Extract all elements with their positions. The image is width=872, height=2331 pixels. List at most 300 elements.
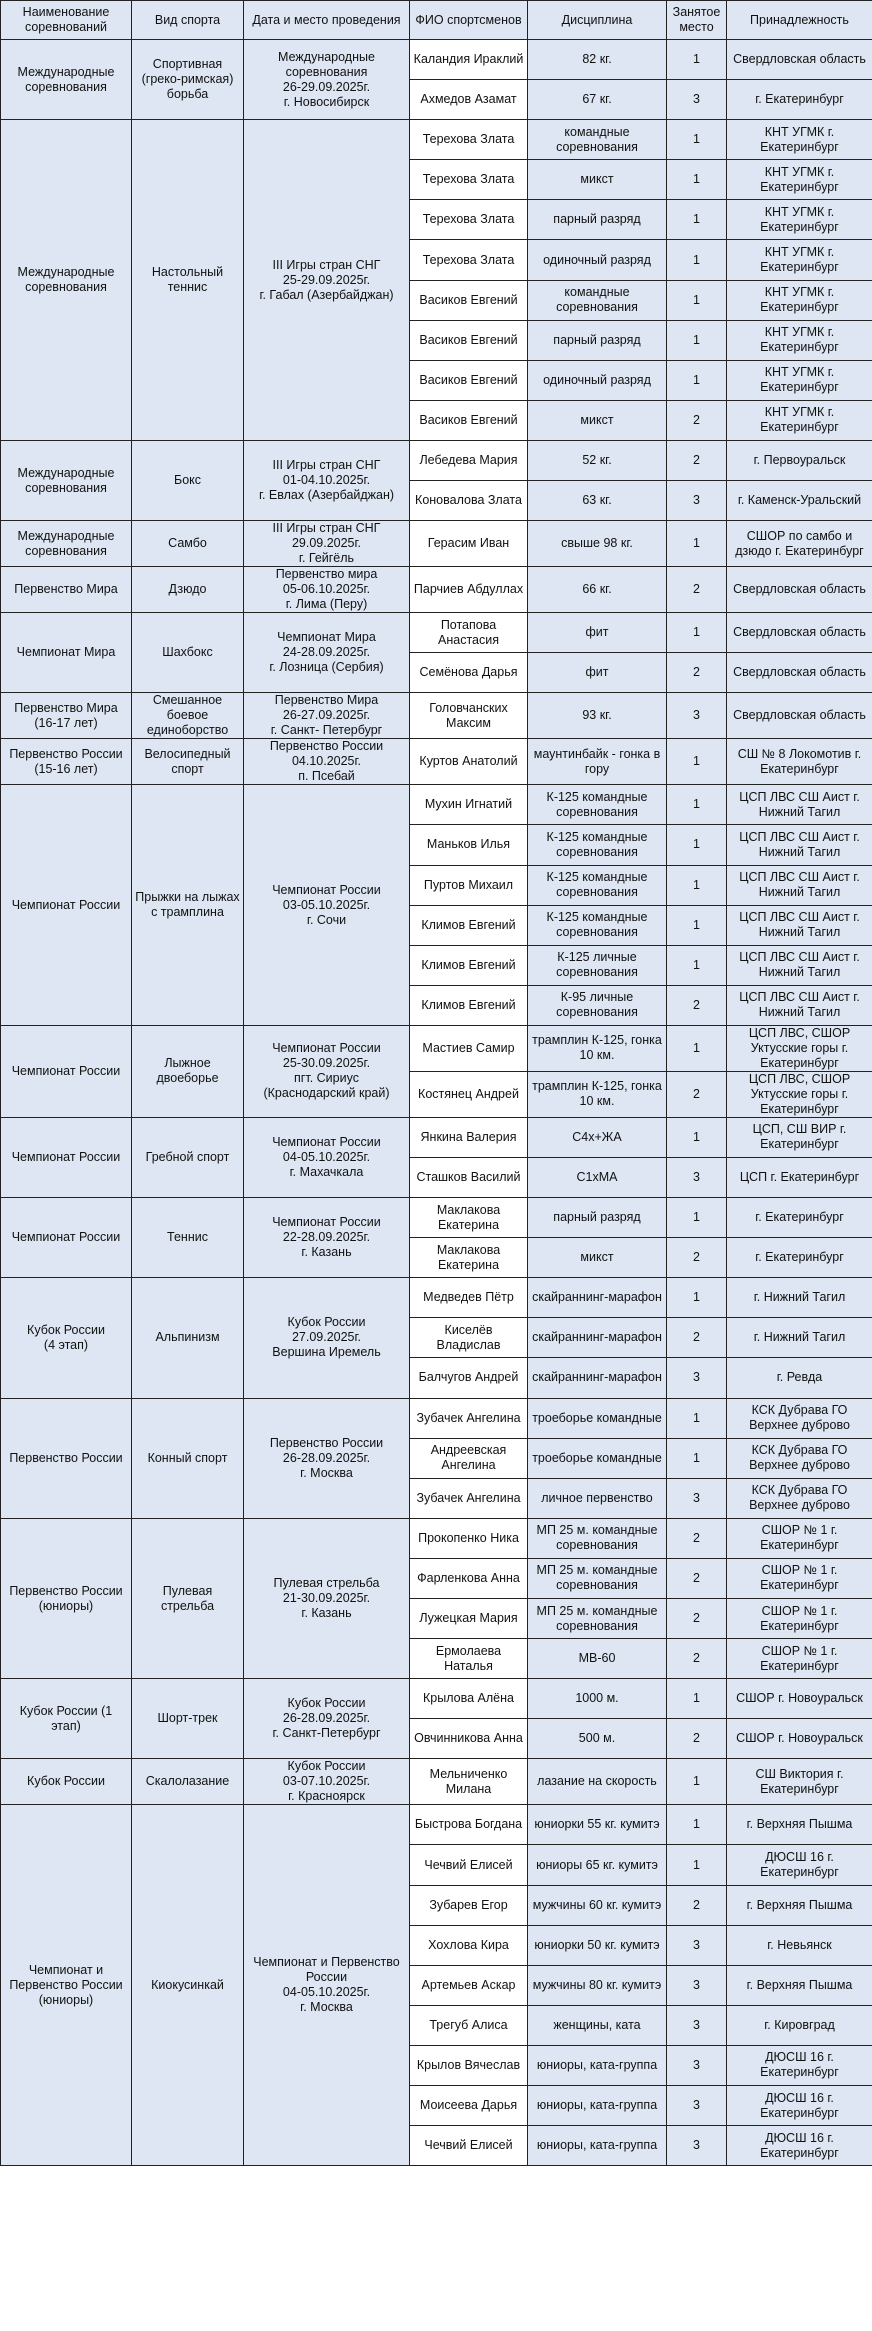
discipline-cell (528, 521, 667, 567)
sport-cell (132, 1518, 244, 1678)
athlete-cell (410, 2126, 528, 2166)
discipline-cell (528, 2086, 667, 2126)
sport-cell-text: Гребной спорт (145, 1149, 230, 1164)
affiliation-cell (727, 1558, 872, 1598)
affiliation-cell (727, 905, 872, 945)
table-row (1, 120, 872, 160)
athlete-cell-text: Трегуб Алиса (429, 2017, 508, 2032)
discipline-cell (528, 613, 667, 653)
discipline-cell (528, 2005, 667, 2045)
affiliation-cell-text: СШОР г. Новоуральск (736, 1691, 863, 1706)
sport-cell (132, 521, 244, 567)
affiliation-cell-text: СШОР № 1 г. Екатеринбург (760, 1563, 839, 1593)
place-cell-text: 2 (693, 665, 700, 680)
affiliation-cell-text: г. Первоуральск (753, 452, 846, 467)
athlete-cell-text: Каландия Ираклий (413, 52, 524, 67)
athlete-cell-text: Васиков Евгений (419, 412, 518, 427)
discipline-cell-text: 66 кг. (582, 582, 612, 597)
affiliation-cell (727, 1719, 872, 1759)
place-cell (667, 1679, 727, 1719)
place-cell (667, 2126, 727, 2166)
sport-cell-text: Смешанное боевое единоборство (146, 693, 229, 738)
event-cell-text: Первенство России (юниоры) (9, 1583, 123, 1613)
athlete-cell-text: Киселёв Владислав (436, 1322, 501, 1352)
athlete-cell-text: Мельниченко Милана (429, 1766, 508, 1796)
affiliation-cell-text: ДЮСШ 16 г. Екатеринбург (760, 2090, 839, 2120)
details-cell-text: Первенство России 04.10.2025г. п. Псебай (269, 739, 384, 784)
discipline-cell (528, 1238, 667, 1278)
sport-cell-text: Киокусинкай (151, 1977, 224, 1992)
discipline-cell (528, 1639, 667, 1679)
place-cell (667, 2086, 727, 2126)
place-cell-text: 2 (693, 1897, 700, 1912)
athlete-cell (410, 985, 528, 1025)
affiliation-cell (727, 1157, 872, 1197)
place-cell (667, 945, 727, 985)
sport-cell-text: Пулевая стрельба (160, 1583, 215, 1613)
affiliation-cell-text: г. Екатеринбург (755, 92, 844, 107)
athlete-cell (410, 2045, 528, 2085)
discipline-cell-text: юниоры, ката-группа (536, 2138, 658, 2153)
affiliation-cell-text: ЦСП ЛВС, СШОР Уктусские горы г. Екатеринбург (748, 1025, 851, 1070)
discipline-cell (528, 440, 667, 480)
sport-cell (132, 40, 244, 120)
athlete-cell-text: Быстрова Богдана (414, 1817, 523, 1832)
place-cell (667, 1238, 727, 1278)
athlete-cell-text: Васиков Евгений (419, 372, 518, 387)
event-cell-text: Первенство Мира (16-17 лет) (14, 700, 118, 730)
place-cell (667, 985, 727, 1025)
athlete-cell-text: Артемьев Аскар (421, 1977, 516, 1992)
athlete-cell-text: Климов Евгений (421, 957, 516, 972)
athlete-cell-text: Зубачек Ангелина (416, 1410, 521, 1425)
affiliation-cell-text: г. Екатеринбург (755, 1210, 844, 1225)
sport-cell (132, 785, 244, 1026)
discipline-cell (528, 160, 667, 200)
affiliation-cell (727, 1599, 872, 1639)
discipline-cell (528, 1845, 667, 1885)
discipline-cell-text: юниоры, ката-группа (536, 2057, 658, 2072)
place-cell (667, 200, 727, 240)
details-cell-text: Чемпионат России 04-05.10.2025г. г. Махачкала (272, 1134, 381, 1179)
affiliation-cell (727, 2005, 872, 2045)
place-cell (667, 40, 727, 80)
affiliation-cell (727, 481, 872, 521)
discipline-cell-text: женщины, ката (553, 2017, 641, 2032)
athlete-cell-text: Головчанских Максим (429, 700, 508, 730)
discipline-cell (528, 1478, 667, 1518)
results-body (1, 40, 872, 2166)
place-cell-text: 2 (693, 582, 700, 597)
place-cell (667, 440, 727, 480)
place-cell (667, 1278, 727, 1318)
place-cell (667, 1759, 727, 1805)
affiliation-cell (727, 985, 872, 1025)
table-row (1, 1278, 872, 1318)
athlete-cell (410, 2086, 528, 2126)
athlete-cell (410, 1157, 528, 1197)
table-row (1, 613, 872, 653)
event-cell (1, 1117, 132, 1197)
place-cell (667, 1518, 727, 1558)
discipline-cell (528, 80, 667, 120)
details-cell (244, 1518, 410, 1678)
place-cell (667, 693, 727, 739)
affiliation-cell-text: Свердловская область (733, 625, 866, 640)
affiliation-cell-text: ЦСП ЛВС СШ Аист г. Нижний Тагил (739, 990, 860, 1020)
athlete-cell (410, 905, 528, 945)
discipline-cell (528, 985, 667, 1025)
affiliation-cell-text: СШОР № 1 г. Екатеринбург (760, 1603, 839, 1633)
athlete-cell-text: Пуртов Михаил (423, 877, 514, 892)
affiliation-cell-text: КНТ УГМК г. Екатеринбург (760, 245, 839, 275)
athlete-cell (410, 865, 528, 905)
athlete-cell (410, 1805, 528, 1845)
event-cell-text: Первенство России (9, 1450, 123, 1465)
place-cell-text: 1 (693, 172, 700, 187)
athlete-cell-text: Климов Евгений (421, 917, 516, 932)
place-cell (667, 280, 727, 320)
discipline-cell-text: фит (585, 665, 609, 680)
discipline-cell (528, 1071, 667, 1117)
sport-cell (132, 1398, 244, 1518)
event-cell (1, 1398, 132, 1518)
table-row (1, 785, 872, 825)
place-cell (667, 865, 727, 905)
discipline-cell-text: юниорки 50 кг. кумитэ (534, 1937, 660, 1952)
athlete-cell-text: Прокопенко Ника (418, 1530, 519, 1545)
athlete-cell-text: Чечвий Елисей (424, 2138, 513, 2153)
place-cell (667, 80, 727, 120)
affiliation-cell-text: г. Нижний Тагил (753, 1330, 846, 1345)
details-cell (244, 1759, 410, 1805)
athlete-cell (410, 360, 528, 400)
athlete-cell-text: Куртов Анатолий (419, 754, 518, 769)
affiliation-cell-text: СШОР по самбо и дзюдо г. Екатеринбург (735, 528, 864, 558)
place-cell-text: 1 (693, 917, 700, 932)
athlete-cell-text: Васиков Евгений (419, 292, 518, 307)
sport-cell (132, 120, 244, 441)
affiliation-cell (727, 785, 872, 825)
affiliation-cell (727, 1639, 872, 1679)
place-cell-text: 1 (693, 1290, 700, 1305)
discipline-cell (528, 1885, 667, 1925)
place-cell-text: 1 (693, 1210, 700, 1225)
place-cell (667, 1117, 727, 1157)
affiliation-cell (727, 865, 872, 905)
table-row (1, 1117, 872, 1157)
affiliation-cell-text: КНТ УГМК г. Екатеринбург (760, 285, 839, 315)
athlete-cell (410, 1238, 528, 1278)
place-cell-text: 1 (693, 957, 700, 972)
details-cell-text: III Игры стран СНГ 25-29.09.2025г. г. Габал (Азербайджан) (259, 257, 394, 302)
event-cell (1, 120, 132, 441)
sport-cell (132, 1805, 244, 2166)
discipline-cell-text: одиночный разряд (543, 372, 651, 387)
affiliation-cell (727, 567, 872, 613)
place-cell-text: 2 (693, 412, 700, 427)
affiliation-cell (727, 1679, 872, 1719)
place-cell-text: 3 (693, 92, 700, 107)
place-cell-text: 2 (693, 1330, 700, 1345)
affiliation-cell-text: ЦСП ЛВС СШ Аист г. Нижний Тагил (739, 870, 860, 900)
event-cell-text: Кубок России (1 этап) (19, 1703, 113, 1733)
place-cell (667, 1478, 727, 1518)
place-cell (667, 160, 727, 200)
place-cell-text: 1 (693, 1774, 700, 1789)
athlete-cell-text: Парчиев Абдуллах (413, 582, 524, 597)
sport-cell (132, 693, 244, 739)
discipline-cell (528, 1438, 667, 1478)
place-cell-text: 2 (693, 1570, 700, 1585)
athlete-cell (410, 785, 528, 825)
discipline-cell-text: маунтинбайк - гонка в гору (533, 746, 661, 776)
event-cell (1, 521, 132, 567)
affiliation-cell-text: г. Невьянск (767, 1937, 832, 1952)
event-cell (1, 1198, 132, 1278)
place-cell (667, 613, 727, 653)
discipline-cell-text: юниоры 65 кг. кумитэ (536, 1857, 658, 1872)
place-cell (667, 567, 727, 613)
athlete-cell-text: Коновалова Злата (415, 493, 522, 508)
affiliation-cell (727, 320, 872, 360)
athlete-cell-text: Хохлова Кира (428, 1937, 509, 1952)
place-cell (667, 1438, 727, 1478)
discipline-cell-text: фит (585, 625, 609, 640)
details-cell-text: Кубок России 26-28.09.2025г. г. Санкт-Петербург (272, 1696, 381, 1741)
affiliation-cell (727, 400, 872, 440)
place-cell-text: 1 (693, 1857, 700, 1872)
athlete-cell (410, 440, 528, 480)
discipline-cell-text: микст (580, 1250, 614, 1265)
event-cell (1, 739, 132, 785)
table-row (1, 739, 872, 785)
athlete-cell (410, 120, 528, 160)
discipline-cell-text: С1хМА (576, 1170, 618, 1185)
event-cell (1, 440, 132, 520)
details-cell (244, 1278, 410, 1398)
athlete-cell-text: Зубачек Ангелина (416, 1490, 521, 1505)
discipline-cell (528, 1518, 667, 1558)
place-cell (667, 400, 727, 440)
affiliation-cell-text: КНТ УГМК г. Екатеринбург (760, 325, 839, 355)
event-cell (1, 693, 132, 739)
place-cell (667, 240, 727, 280)
event-cell-text: Чемпионат России (11, 1063, 121, 1078)
athlete-cell-text: Лужецкая Мария (419, 1611, 518, 1626)
event-cell (1, 1025, 132, 1117)
sport-cell-text: Альпинизм (155, 1330, 220, 1345)
event-cell (1, 567, 132, 613)
place-cell (667, 1599, 727, 1639)
discipline-cell-text: К-125 командные соревнования (546, 910, 648, 940)
sport-cell (132, 1679, 244, 1759)
place-cell-text: 1 (693, 877, 700, 892)
athlete-cell-text: Терехова Злата (422, 172, 515, 187)
header-affiliation: Принадлежность (727, 1, 872, 40)
sport-cell-text: Шахбокс (162, 645, 213, 660)
details-cell-text: Кубок России 03-07.10.2025г. г. Красноярск (282, 1759, 371, 1804)
athlete-cell-text: Крылова Алёна (423, 1691, 514, 1706)
athlete-cell-text: Костянец Андрей (418, 1086, 519, 1101)
place-cell (667, 825, 727, 865)
event-cell-text: Международные соревнования (17, 265, 115, 295)
discipline-cell (528, 739, 667, 785)
discipline-cell-text: одиночный разряд (543, 252, 651, 267)
details-cell (244, 567, 410, 613)
sport-cell (132, 1025, 244, 1117)
place-cell-text: 3 (693, 1937, 700, 1952)
header-discipline: Дисциплина (528, 1, 667, 40)
athlete-cell (410, 481, 528, 521)
discipline-cell-text: командные соревнования (556, 285, 638, 315)
details-cell-text: Чемпионат России 03-05.10.2025г. г. Сочи (272, 882, 381, 927)
affiliation-cell (727, 1198, 872, 1238)
discipline-cell (528, 481, 667, 521)
discipline-cell-text: 63 кг. (582, 493, 612, 508)
place-cell (667, 1071, 727, 1117)
discipline-cell (528, 2126, 667, 2166)
table-row (1, 1198, 872, 1238)
place-cell-text: 3 (693, 1977, 700, 1992)
athlete-cell (410, 280, 528, 320)
affiliation-cell-text: КНТ УГМК г. Екатеринбург (760, 204, 839, 234)
athlete-cell (410, 1845, 528, 1885)
place-cell-text: 1 (693, 837, 700, 852)
affiliation-cell-text: Свердловская область (733, 708, 866, 723)
place-cell-text: 1 (693, 372, 700, 387)
header-row (1, 1, 872, 40)
affiliation-cell-text: Свердловская область (733, 582, 866, 597)
affiliation-cell-text: ЦСП ЛВС СШ Аист г. Нижний Тагил (739, 829, 860, 859)
place-cell (667, 1398, 727, 1438)
affiliation-cell (727, 2126, 872, 2166)
event-cell-text: Кубок России (27, 1774, 105, 1789)
affiliation-cell-text: г. Кировград (764, 2017, 835, 2032)
event-cell-text: Чемпионат России (11, 1149, 121, 1164)
affiliation-cell-text: СШОР № 1 г. Екатеринбург (760, 1523, 839, 1553)
discipline-cell-text: К-125 командные соревнования (546, 870, 648, 900)
details-cell (244, 120, 410, 441)
event-cell (1, 1278, 132, 1398)
discipline-cell (528, 1157, 667, 1197)
sport-cell-text: Скалолазание (145, 1774, 230, 1789)
discipline-cell-text: МВ-60 (578, 1651, 616, 1666)
athlete-cell (410, 40, 528, 80)
affiliation-cell (727, 440, 872, 480)
place-cell (667, 1845, 727, 1885)
affiliation-cell-text: ЦСП г. Екатеринбург (739, 1170, 860, 1185)
athlete-cell-text: Лебедева Мария (419, 452, 518, 467)
event-cell-text: Первенство Мира (14, 582, 118, 597)
discipline-cell-text: 1000 м. (575, 1691, 619, 1706)
discipline-cell (528, 1025, 667, 1071)
discipline-cell (528, 200, 667, 240)
table-row (1, 521, 872, 567)
place-cell-text: 2 (693, 452, 700, 467)
athlete-cell-text: Семёнова Дарья (419, 665, 518, 680)
discipline-cell (528, 865, 667, 905)
athlete-cell (410, 1759, 528, 1805)
discipline-cell (528, 785, 667, 825)
discipline-cell (528, 280, 667, 320)
affiliation-cell (727, 1238, 872, 1278)
sport-cell-text: Дзюдо (168, 582, 207, 597)
table-row (1, 693, 872, 739)
affiliation-cell-text: г. Каменск-Уральский (737, 493, 862, 508)
athlete-cell (410, 1071, 528, 1117)
discipline-cell-text: парный разряд (553, 1210, 641, 1225)
discipline-cell (528, 1358, 667, 1398)
affiliation-cell (727, 1965, 872, 2005)
affiliation-cell-text: КСК Дубрава ГО Верхнее дуброво (749, 1443, 850, 1473)
event-cell-text: Чемпионат России (11, 1230, 121, 1245)
athlete-cell-text: Терехова Злата (422, 132, 515, 147)
place-cell (667, 2005, 727, 2045)
event-cell (1, 613, 132, 693)
affiliation-cell (727, 280, 872, 320)
details-cell-text: Первенство России 26-28.09.2025г. г. Москва (269, 1435, 384, 1480)
place-cell-text: 1 (693, 1450, 700, 1465)
affiliation-cell-text: г. Ревда (776, 1370, 823, 1385)
discipline-cell (528, 1805, 667, 1845)
affiliation-cell-text: ЦСП ЛВС СШ Аист г. Нижний Тагил (739, 789, 860, 819)
athlete-cell (410, 653, 528, 693)
details-cell-text: Чемпионат России 22-28.09.2025г. г. Казань (272, 1215, 381, 1260)
sport-cell (132, 1198, 244, 1278)
sport-cell (132, 567, 244, 613)
table-row (1, 440, 872, 480)
place-cell-text: 1 (693, 1410, 700, 1425)
discipline-cell-text: К-125 командные соревнования (546, 829, 648, 859)
athlete-cell-text: Ермолаева Наталья (435, 1643, 502, 1673)
place-cell (667, 1925, 727, 1965)
discipline-cell (528, 825, 667, 865)
place-cell-text: 2 (693, 1250, 700, 1265)
place-cell (667, 360, 727, 400)
discipline-cell (528, 1965, 667, 2005)
affiliation-cell-text: СШОР № 1 г. Екатеринбург (760, 1643, 839, 1673)
affiliation-cell-text: СШ Виктория г. Екатеринбург (755, 1766, 844, 1796)
athlete-cell-text: Фарленкова Анна (417, 1570, 520, 1585)
athlete-cell-text: Янкина Валерия (420, 1129, 517, 1144)
place-cell-text: 3 (693, 493, 700, 508)
place-cell-text: 1 (693, 1129, 700, 1144)
details-cell (244, 613, 410, 693)
table-row (1, 1518, 872, 1558)
athlete-cell (410, 1599, 528, 1639)
discipline-cell-text: 93 кг. (582, 708, 612, 723)
discipline-cell-text: парный разряд (553, 212, 641, 227)
discipline-cell-text: мужчины 60 кг. кумитэ (532, 1897, 662, 1912)
affiliation-cell-text: КНТ УГМК г. Екатеринбург (760, 124, 839, 154)
table-row (1, 1759, 872, 1805)
affiliation-cell (727, 945, 872, 985)
place-cell (667, 1157, 727, 1197)
athlete-cell (410, 1478, 528, 1518)
discipline-cell (528, 1719, 667, 1759)
place-cell-text: 1 (693, 292, 700, 307)
athlete-cell (410, 945, 528, 985)
event-cell (1, 40, 132, 120)
discipline-cell (528, 1198, 667, 1238)
place-cell-text: 3 (693, 2138, 700, 2153)
affiliation-cell-text: г. Нижний Тагил (753, 1290, 846, 1305)
athlete-cell (410, 739, 528, 785)
sport-cell-text: Лыжное двоеборье (156, 1056, 219, 1086)
sport-cell-text: Теннис (167, 1230, 208, 1245)
affiliation-cell (727, 521, 872, 567)
